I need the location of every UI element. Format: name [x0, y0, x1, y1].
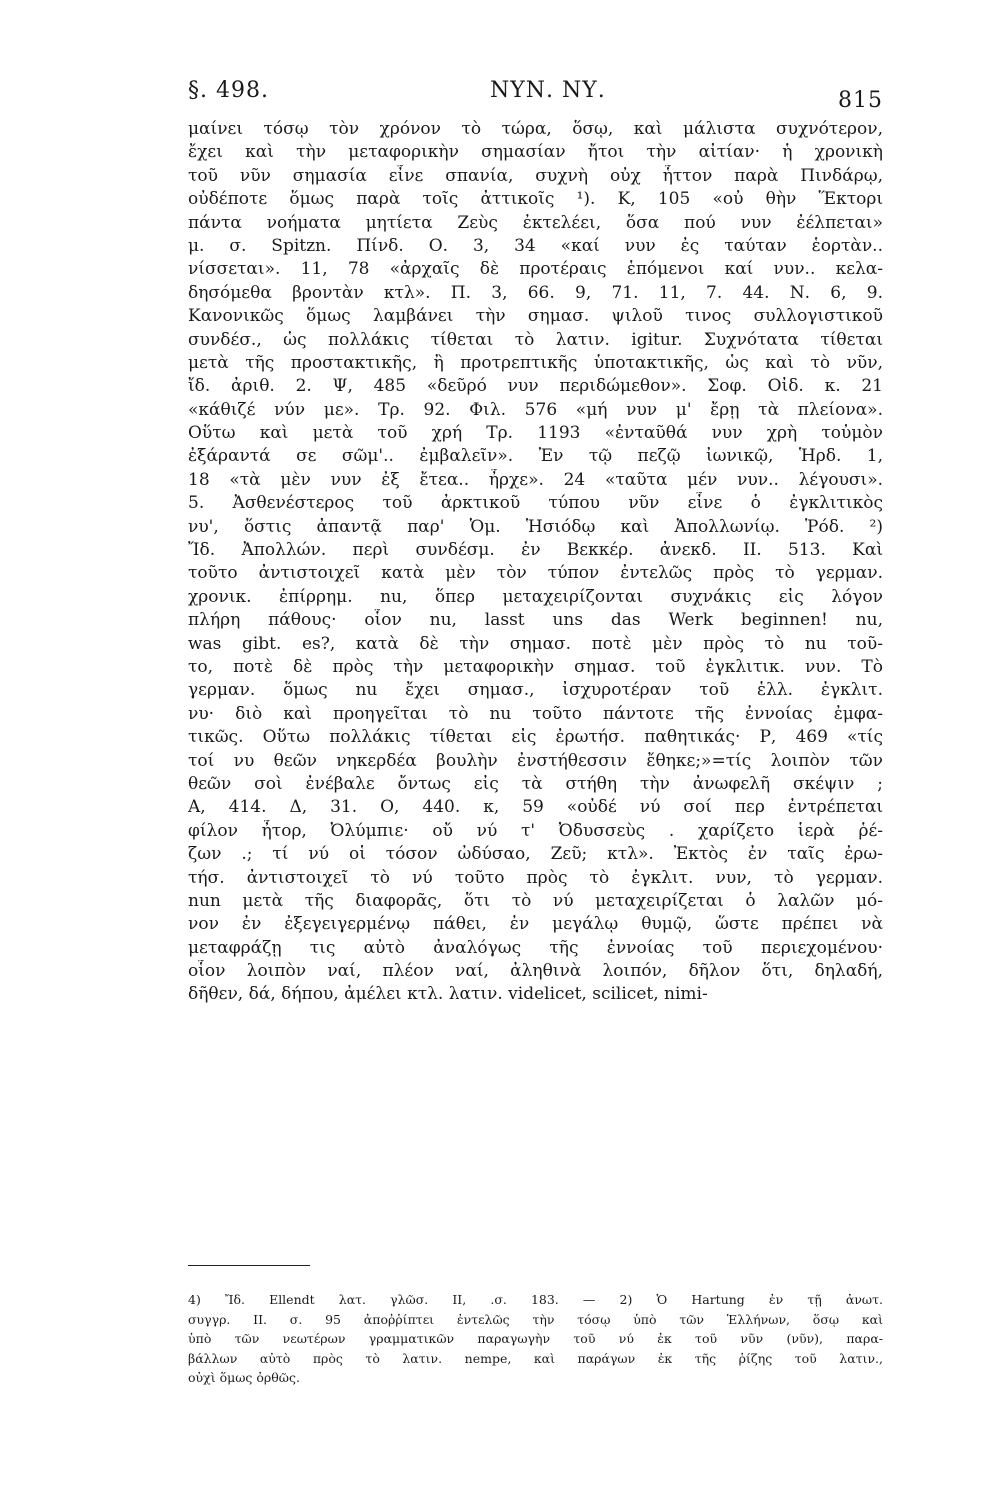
footnotes [188, 1290, 883, 1388]
text-line: μαίνει τόσῳ τὸν χρόνον τὸ τώρα, ὅσῳ, καὶ μάλιστα συχνότερον, [188, 119, 883, 139]
text-line: Α, 414. Δ, 31. Ο, 440. κ, 59 «οὐδέ νύ σοί περ ἐντρέπεται [188, 797, 883, 818]
text-line: was gibt. es?, κατὰ δὲ τὴν σημασ. ποτὲ μὲν πρὸς τὸ nu τοῦ- [188, 633, 883, 654]
text-line: νίσσεται». 11, 78 «ἀρχαῖς δὲ προτέραις ἑπόμενοι καί νυν.. κελα- [188, 259, 883, 280]
text-line: φίλον ἦτορ, Ὀλύμπιε· οὔ νύ τ' Ὀδυσσεὺς . χαρίζετο ἱερὰ ῥέ- [188, 820, 883, 841]
text-line: nun μετὰ τῆς διαφορᾶς, ὅτι τὸ νύ μεταχειρίζεται ὁ λαλῶν μό- [188, 890, 883, 911]
text-line: τοί νυ θεῶν νηκερδέα βουλὴν ἐνστήθεσσιν ἔθηκε;»=τίς λοιπὸν τῶν [188, 750, 883, 771]
text-line: ἐξάραντά σε σῶμ'.. ἐμβαλεῖν». Ἐν τῷ πεζῷ ἰωνικῷ, Ἡρδ. 1, [188, 446, 883, 467]
footnote-line: ὑπὸ τῶν νεωτέρων γραμματικῶν παραγωγὴν τοῦ νύ ἐκ τοῦ νῦν (νῦν), παρα- [188, 1331, 883, 1346]
section-number: §. 498. [188, 78, 269, 103]
text-line: πάντα νοήματα μητίετα Ζεὺς ἐκτελέει, ὅσα πού νυν ἐέλπεται» [188, 212, 883, 233]
text-line: πλήρη πάθους· οἷον nu, lasst uns das Werk beginnen! nu, [188, 610, 883, 631]
text-line: τικῶς. Οὕτω πολλάκις τίθεται εἰς ἐρωτήσ. παθητικάς· Ρ, 469 «τίς [188, 727, 883, 748]
text-line: νυ· διὸ καὶ προηγεῖται τὸ nu τοῦτο πάντοτε τῆς ἐννοίας ἐμφα- [188, 703, 883, 724]
text-line: μ. σ. Spitzn. Πίνδ. Ο. 3, 34 «καί νυν ἐς ταύταν ἑορτὰν.. [188, 235, 883, 256]
text-line: τοῦτο ἀντιστοιχεῖ κατὰ μὲν τὸν τύπον ἐντελῶς πρὸς τὸ γερμαν. [188, 563, 883, 584]
text-line: δῆθεν, δά, δήπου, ἀμέλει κτλ. λατιν. videlicet, scilicet, nimi- [188, 984, 708, 1005]
text-line: δησόμεθα βροντὰν κτλ». Π. 3, 66. 9, 71. 11, 7. 44. Ν. 6, 9. [188, 282, 883, 303]
text-line: 18 «τὰ μὲν νυν ἐξ ἔτεα.. ἦρχε». 24 «ταῦτα μέν νυν.. λέγουσι». [188, 469, 883, 490]
page-number: 815 [838, 88, 883, 113]
text-line: «κάθιζέ νύν με». Τρ. 92. Φιλ. 576 «μή νυν μ' ἔρῃ τὰ πλείονα». [188, 399, 883, 420]
footnote-line: οὐχὶ ὅμως ὀρθῶς. [188, 1370, 300, 1385]
running-header [188, 74, 883, 114]
text-line: ζων .; τί νύ οἱ τόσον ὠδύσαο, Ζεῦ; κτλ». Ἐκτὸς ἐν ταῖς ἐρω- [188, 844, 883, 865]
text-line: μεταφράζῃ τις αὐτὸ ἀναλόγως τῆς ἐννοίας τοῦ περιεχομένου· [188, 937, 883, 958]
text-line: 5. Ἀσθενέστερος τοῦ ἀρκτικοῦ τύπου νῦν εἶνε ὁ ἐγκλιτικὸς [188, 493, 883, 514]
text-line: νον ἐν ἐξεγειγερμένῳ πάθει, ἐν μεγάλῳ θυμῷ, ὥστε πρέπει νὰ [188, 914, 883, 935]
header-title: ΝΥΝ. ΝΥ. [490, 78, 606, 103]
text-line: οἷον λοιπὸν ναί, πλέον ναί, ἀληθινὰ λοιπόν, δῆλον ὅτι, δηλαδή, [188, 961, 883, 982]
footnote-line: βάλλων αὐτὸ πρὸς τὸ λατιν. nempe, καὶ παράγων ἐκ τῆς ῥίζης τοῦ λατιν., [188, 1350, 883, 1366]
text-line: τοῦ νῦν σημασία εἶνε σπανία, συχνὴ οὐχ ἧττον παρὰ Πινδάρῳ, [188, 165, 883, 186]
text-line: ἔχει καὶ τὴν μεταφορικὴν σημασίαν ἤτοι τὴν αἰτίαν· ἡ χρονικὴ [188, 142, 883, 163]
text-line: Κανονικῶς ὅμως λαμβάνει τὴν σημασ. ψιλοῦ τινος συλλογιστικοῦ [188, 306, 883, 327]
text-line: ἴδ. ἀριθ. 2. Ψ, 485 «δεῦρό νυν περιδώμεθον». Σοφ. Οἰδ. κ. 21 [188, 376, 883, 397]
footnote-rule [188, 1265, 310, 1266]
text-line: συνδέσ., ὡς πολλάκις τίθεται τὸ λατιν. igitur. Συχνότατα τίθεται [188, 329, 883, 350]
footnote-line: 4) Ἴδ. Ellendt λατ. γλῶσ. ΙΙ, .σ. 183. — 2) Ὁ Hartung ἐν τῇ ἀνωτ. [188, 1292, 883, 1307]
text-line: γερμαν. ὅμως nu ἔχει σημασ., ἰσχυροτέραν τοῦ ἑλλ. ἐγκλιτ. [188, 680, 883, 701]
text-line: μετὰ τῆς προστακτικῆς, ἢ προτρεπτικῆς ὑποτακτικῆς, ὡς καὶ τὸ νῦν, [188, 352, 883, 373]
text-line: χρονικ. ἐπίρρημ. nu, ὅπερ μεταχειρίζονται συχνάκις εἰς λόγον [188, 586, 883, 607]
main-text [188, 118, 883, 1007]
text-line: το, ποτὲ δὲ πρὸς τὴν μεταφορικὴν σημασ. τοῦ ἐγκλιτικ. νυν. Τὸ [188, 656, 883, 677]
text-line: Ἴδ. Ἀπολλών. περὶ συνδέσμ. ἐν Βεκκέρ. ἀνεκδ. ΙΙ. 513. Καὶ [188, 540, 883, 561]
text-line: τήσ. ἀντιστοιχεῖ τὸ νύ τοῦτο πρὸς τὸ ἐγκλιτ. νυν, τὸ γερμαν. [188, 867, 883, 888]
text-line: νυ', ὅστις ἀπαντᾷ παρ' Ὁμ. Ἡσιόδῳ καὶ Ἀπολλωνίῳ. Ῥόδ. ²) [188, 516, 883, 537]
text-line: θεῶν σοὶ ἐνέβαλε ὄντως εἰς τὰ στήθη τὴν ἀνωφελῆ σκέψιν ; [188, 773, 883, 794]
text-line: Οὕτω καὶ μετὰ τοῦ χρή Τρ. 1193 «ἐνταῦθά νυν χρὴ τοὐμὸν [188, 423, 883, 444]
footnote-line: συγγρ. ΙΙ. σ. 95 ἀποῤῥίπτει ἐντελῶς τὴν τόσῳ ὑπὸ τῶν Ἑλλήνων, ὅσῳ καὶ [188, 1311, 883, 1327]
text-line: οὐδέποτε ὅμως παρὰ τοῖς ἀττικοῖς ¹). Κ, 105 «οὐ θὴν Ἕκτορι [188, 189, 883, 210]
